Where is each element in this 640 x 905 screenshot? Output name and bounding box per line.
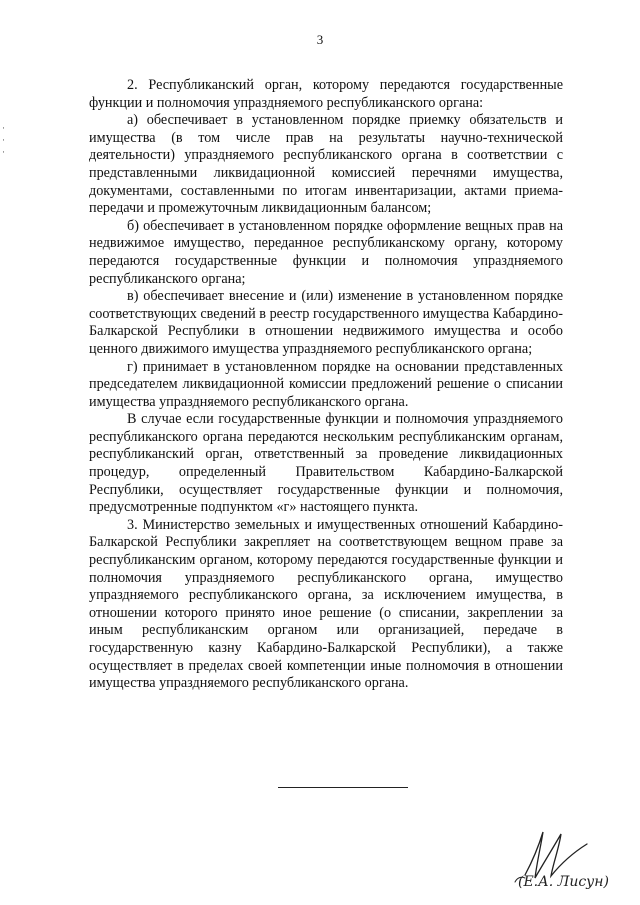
paragraph-2v: в) обеспечивает внесение и (или) изменение в установленном порядке соответствующих сведений в реестр государственного имущества Кабардино-Балкарской Республики в отношении недвижимого имущества и особо ценного движимого имущества упраздняемого республиканского органа; — [89, 288, 563, 357]
paragraph-3: 3. Министерство земельных и имущественных отношений Кабардино-Балкарской Республики закрепляет на соответствующем вещном праве за республиканским органом, которому передаются государственные функции и полномочия упраздняемого республиканского органа, имущество упраздняемого республиканского органа, за исключением имущества, в отношении которого принято иное решение (о списании, закреплении за иным республиканским органом или организацией, передаче в государственную казну Кабардино-Балкарской Республики), а также осуществляет в пределах своей компетенции иные полномочия в отношении имущества упраздняемого республиканского органа. — [89, 516, 563, 692]
signature-handwritten-name: (Е.А. Лисун) — [518, 874, 609, 890]
paragraph-2a: а) обеспечивает в установленном порядке приемку обязательств и имущества (в том числе прав на результаты научно-технической деятельности) упраздняемого республиканского органа в соответствии с представленными ликвидационной комиссией перечнями имущества, документами, составленными по итогам инвентаризации, актами приема-передачи и промежуточным ликвидационным балансом; — [89, 112, 563, 217]
document-body — [89, 77, 563, 693]
paragraph-2g: г) принимает в установленном порядке на основании представленных председателем ликвидационной комиссии предложений решение о списании имущества упраздняемого республиканского органа. — [89, 358, 563, 410]
page-number: 3 — [316, 32, 324, 47]
paragraph-2b: б) обеспечивает в установленном порядке оформление вещных прав на недвижимое имущество, переданное республиканскому органу, которому передаются государственные функции и полномочия упраздняемого республиканского органа; — [89, 217, 563, 287]
binding-margin-marks: · · · — [2, 123, 5, 157]
paragraph-2-note: В случае если государственные функции и полномочия упраздняемого республиканского органа передаются нескольким республиканским органам, республиканский орган, ответственный за проведение ликвидационных процедур, определенный Правительством Кабардино-Балкарской Республики, осуществляет государственные функции и полномочия, предусмотренные подпунктом «г» настоящего пункта. — [89, 411, 563, 516]
end-separator-line — [278, 787, 408, 788]
paragraph-2-intro: 2. Республиканский орган, которому передаются государственные функции и полномочия упраздняемого республиканского органа: — [89, 77, 563, 111]
